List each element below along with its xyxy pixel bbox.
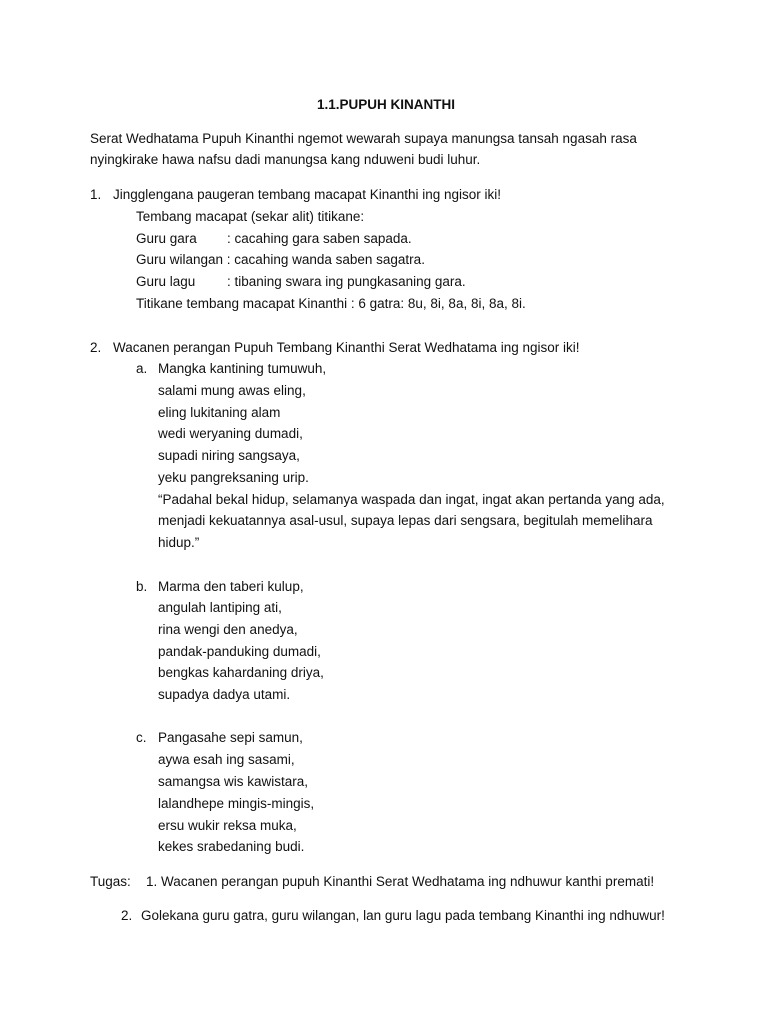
item-2-text: Wacanen perangan Pupuh Tembang Kinanthi Serat Wedhatama ing ngisor iki! (113, 340, 580, 355)
page-title: 1.1.PUPUH KINANTHI (317, 97, 456, 112)
intro-line-1: Serat Wedhatama Pupuh Kinanthi ngemot wewarah supaya manungsa tansah ngasah rasa (90, 131, 637, 146)
stanza-c-line: Pangasahe sepi samun, (158, 730, 303, 745)
stanza-a-translation: “Padahal bekal hidup, selamanya waspada dan ingat, ingat akan pertanda yang ada, (158, 492, 665, 507)
stanza-c-line: kekes srabedaning budi. (158, 839, 305, 854)
stanza-a-line: eling lukitaning alam (158, 405, 281, 420)
stanza-c-line: samangsa wis kawistara, (158, 774, 309, 789)
guru-gara-value: : cacahing gara saben sapada. (227, 231, 412, 246)
stanza-a-line: salami mung awas eling, (158, 383, 306, 398)
stanza-b-line: bengkas kahardaning driya, (158, 665, 324, 680)
guru-lagu-value: : tibaning swara ing pungkasaning gara. (227, 274, 466, 289)
tugas-task-1: 1. Wacanen perangan pupuh Kinanthi Serat Wedhatama ing ndhuwur kanthi premati! (146, 874, 655, 889)
stanza-b-line: supadya dadya utami. (158, 687, 291, 702)
tugas-label: Tugas: (90, 874, 131, 889)
stanza-b-line: angulah lantiping ati, (158, 600, 282, 615)
stanza-b-label: b. (136, 579, 148, 594)
tugas-task-2: Golekana guru gatra, guru wilangan, lan guru lagu pada tembang Kinanthi ing ndhuwur! (141, 908, 665, 923)
item-1-line: Tembang macapat (sekar alit) titikane: (136, 209, 365, 224)
stanza-a-line: Mangka kantining tumuwuh, (158, 361, 327, 376)
stanza-a-label: a. (136, 361, 148, 376)
item-1-number: 1. (90, 187, 102, 202)
guru-lagu-label: Guru lagu (136, 274, 196, 289)
stanza-a-translation: menjadi kekuatannya asal-usul, supaya lepas dari sengsara, begitulah memelihara (158, 513, 653, 528)
stanza-b-line: pandak-panduking dumadi, (158, 644, 321, 659)
guru-wilangan-line: Guru wilangan : cacahing wanda saben sagatra. (136, 252, 425, 267)
stanza-a-line: supadi niring sangsaya, (158, 448, 300, 463)
stanza-c-line: ersu wukir reksa muka, (158, 818, 297, 833)
item-1-text: Jingglengana paugeran tembang macapat Kinanthi ing ngisor iki! (113, 187, 502, 202)
stanza-c-line: aywa esah ing sasami, (158, 752, 295, 767)
guru-gara-label: Guru gara (136, 231, 197, 246)
stanza-c-line: lalandhepe mingis-mingis, (158, 796, 315, 811)
stanza-b-line: Marma den taberi kulup, (158, 579, 304, 594)
stanza-a-translation: hidup.” (158, 535, 200, 550)
stanza-a-line: yeku pangreksaning urip. (158, 470, 309, 485)
stanza-a-line: wedi weryaning dumadi, (158, 426, 303, 441)
item-1-line: Titikane tembang macapat Kinanthi : 6 gatra: 8u, 8i, 8a, 8i, 8a, 8i. (136, 296, 526, 311)
stanza-c-label: c. (136, 730, 147, 745)
stanza-b-line: rina wengi den anedya, (158, 622, 298, 637)
intro-line-2: nyingkirake hawa nafsu dadi manungsa kang nduweni budi luhur. (90, 152, 481, 167)
item-2-number: 2. (90, 340, 102, 355)
tugas-task-2-number: 2. (121, 908, 133, 923)
